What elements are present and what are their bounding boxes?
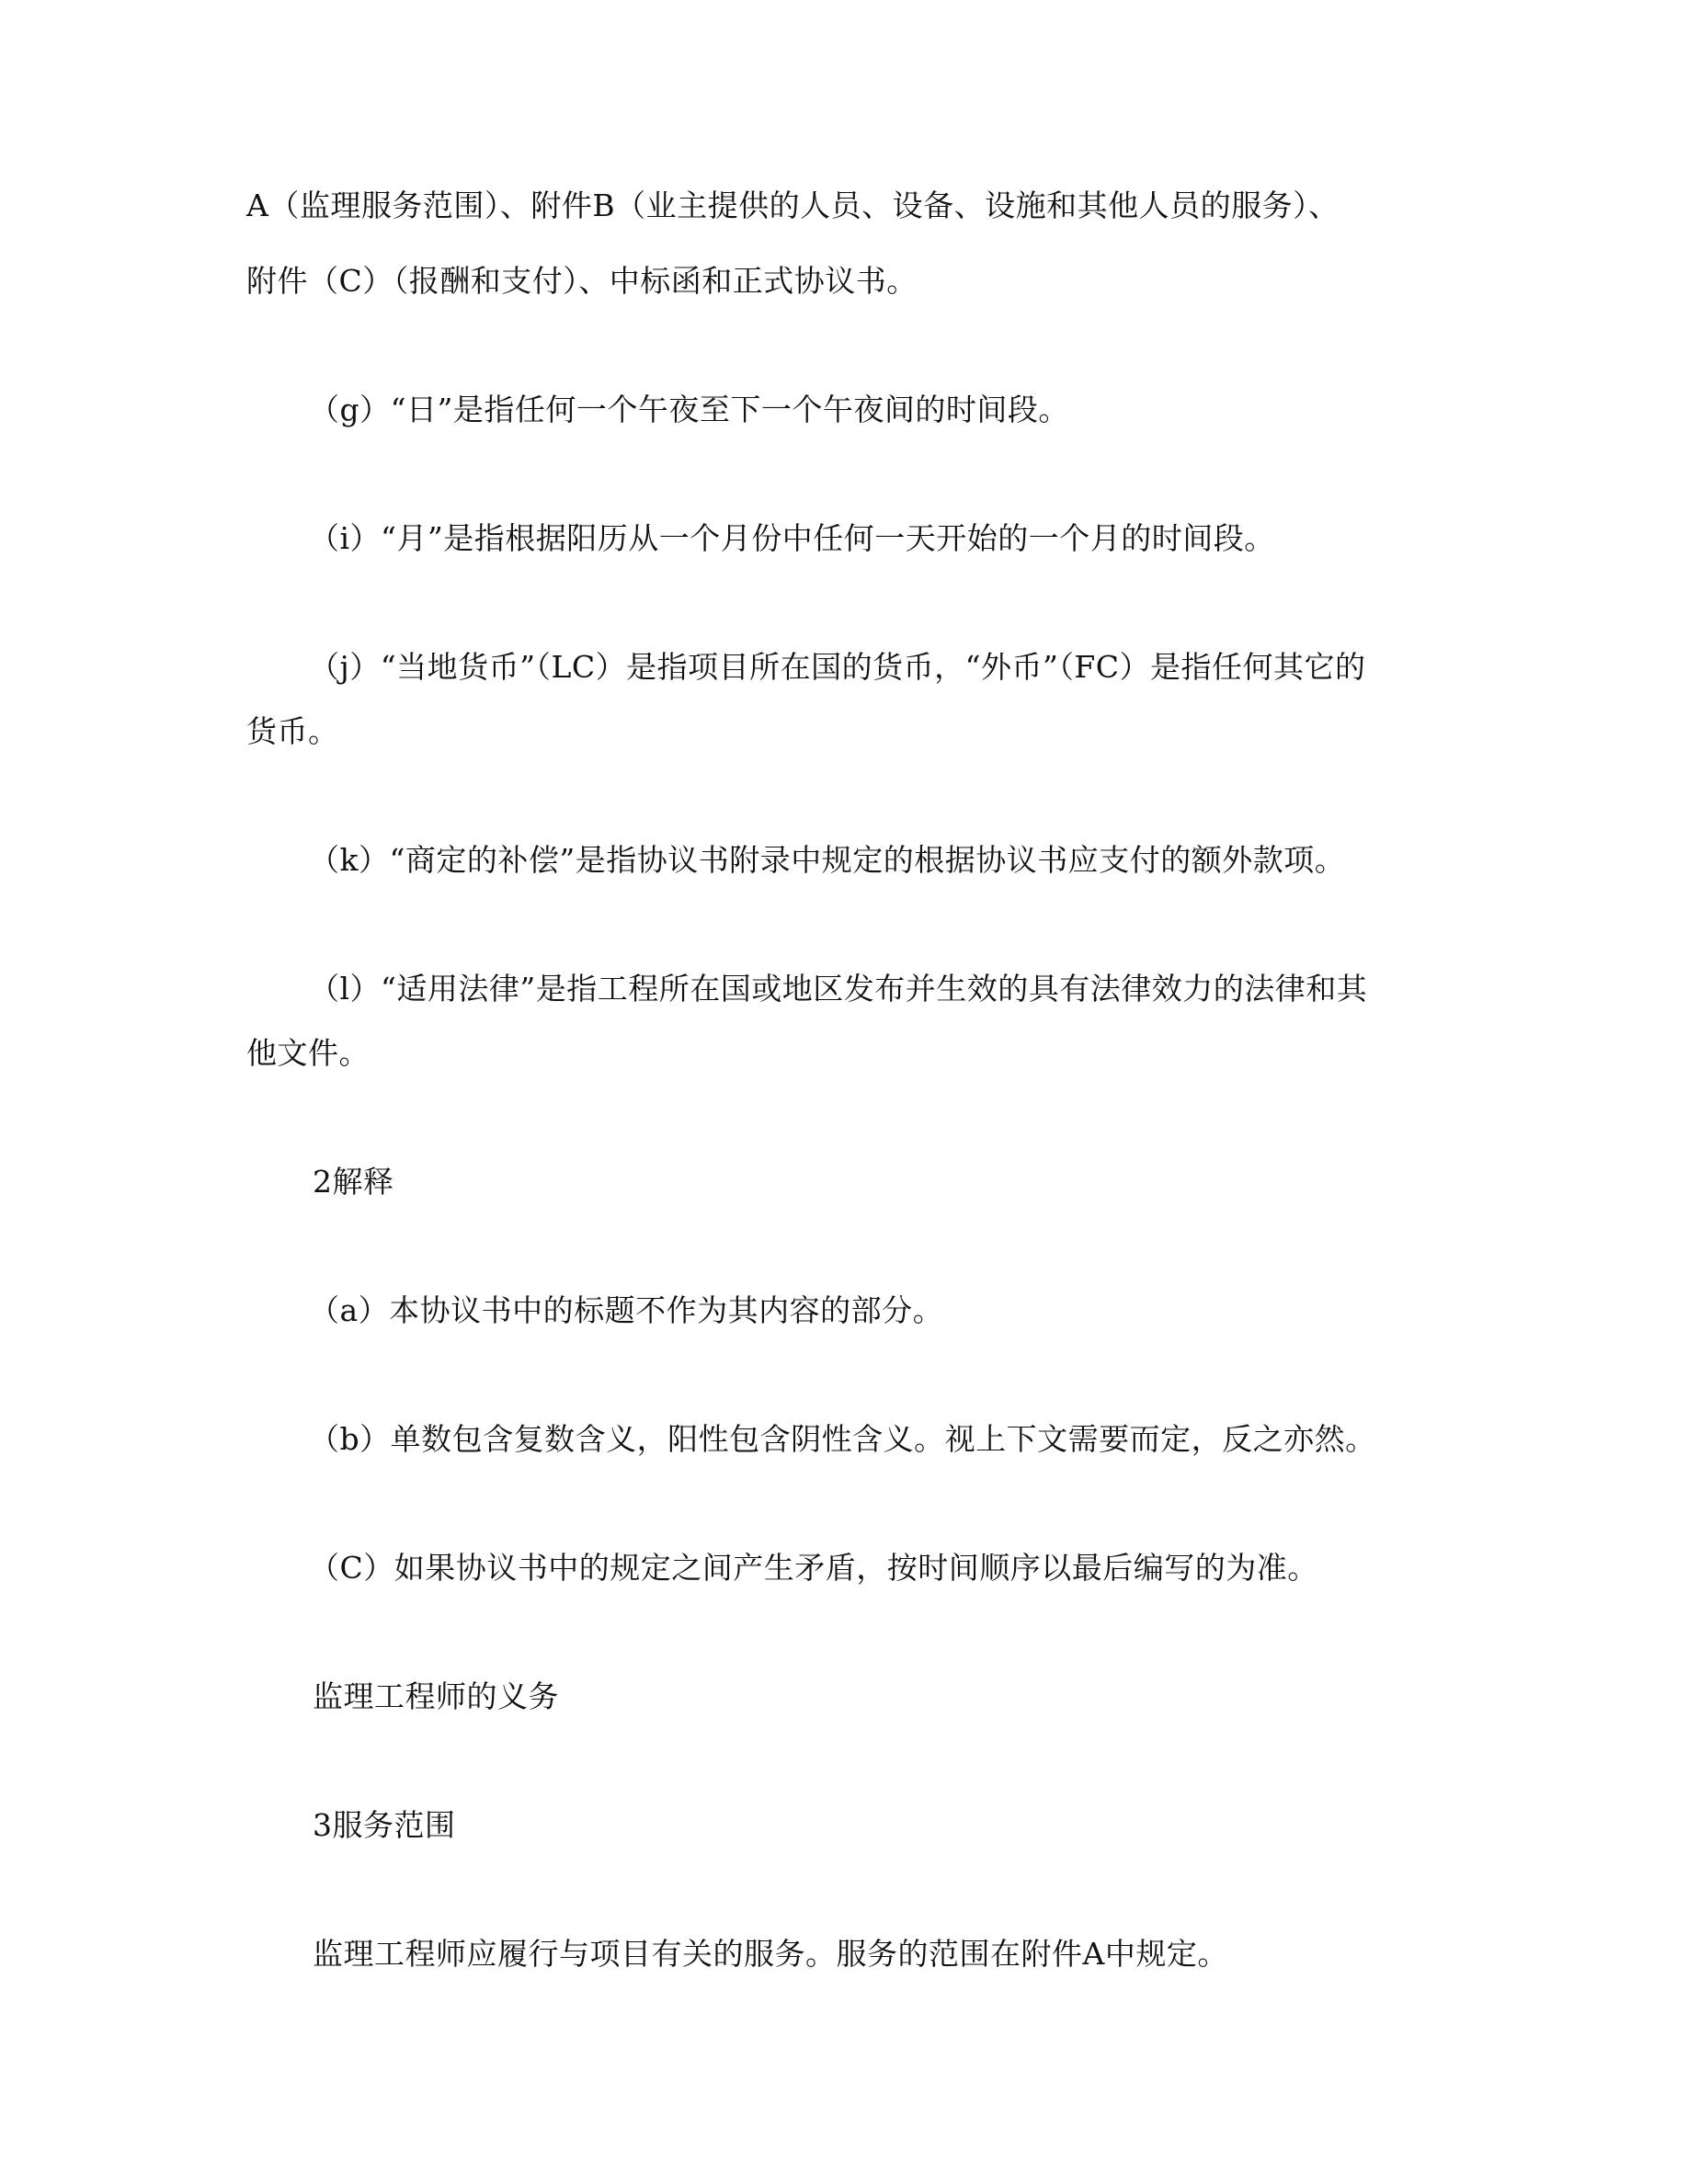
section-heading-interpretation: 2解释	[313, 1164, 394, 1200]
section-heading-duties: 监理工程师的义务	[313, 1678, 559, 1714]
definition-j-line-1: （j）“当地货币”（LC）是指项目所在国的货币，“外币”（FC）是指任何其它的	[309, 649, 1366, 685]
interpretation-b: （b）单数包含复数含义，阳性包含阴性含义。视上下文需要而定，反之亦然。	[309, 1421, 1376, 1457]
interpretation-a: （a）本协议书中的标题不作为其内容的部分。	[309, 1292, 944, 1328]
intro-line-2: 附件（C）（报酬和支付）、中标函和正式协议书。	[246, 263, 918, 299]
definition-j-line-2: 货币。	[246, 713, 339, 749]
section-heading-scope: 3服务范围	[313, 1807, 456, 1843]
intro-line-1: A（监理服务范围）、附件B（业主提供的人员、设备、设施和其他人员的服务）、	[246, 188, 1340, 223]
definition-i: （i）“月”是指根据阳历从一个月份中任何一天开始的一个月的时间段。	[309, 520, 1275, 556]
definition-l-line-2: 他文件。	[246, 1035, 370, 1071]
interpretation-c: （C）如果协议书中的规定之间产生矛盾，按时间顺序以最后编写的为准。	[309, 1550, 1318, 1586]
definition-l-line-1: （l）“适用法律”是指工程所在国或地区发布并生效的具有法律效力的法律和其	[309, 971, 1368, 1007]
scope-paragraph: 监理工程师应履行与项目有关的服务。服务的范围在附件A中规定。	[313, 1936, 1228, 1972]
definition-g: （g）“日”是指任何一个午夜至下一个午夜间的时间段。	[309, 392, 1069, 427]
definition-k: （k）“商定的补偿”是指协议书附录中规定的根据协议书应支付的额外款项。	[309, 842, 1346, 878]
